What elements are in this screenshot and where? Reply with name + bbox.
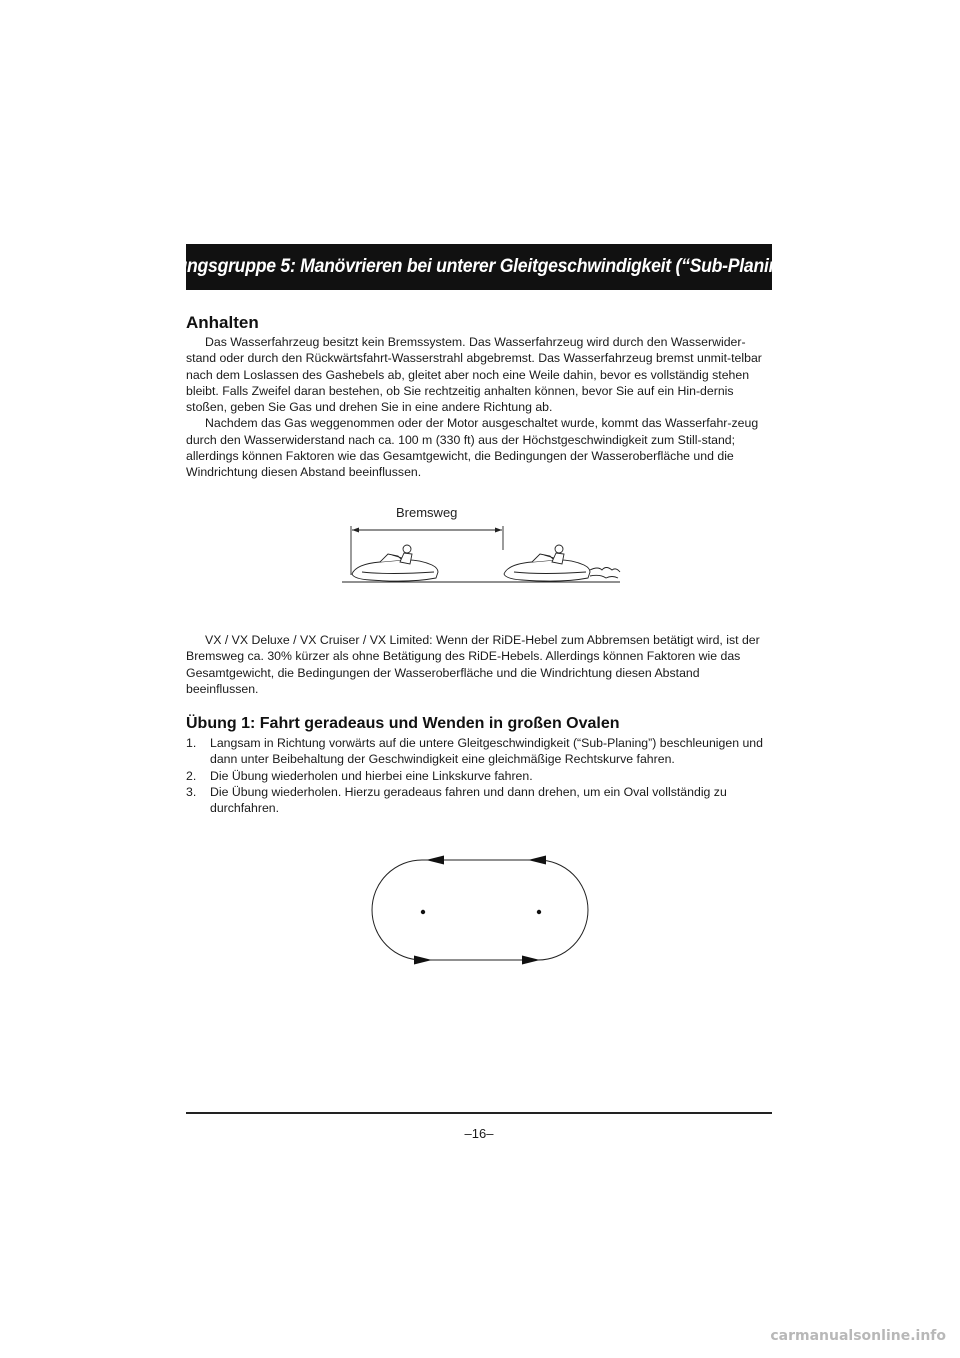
jet-ski-moving — [504, 545, 620, 581]
steps-list — [186, 735, 772, 816]
section-anhalten — [186, 313, 772, 333]
oval-course-figure — [364, 852, 596, 970]
exercise-steps — [186, 735, 772, 816]
figure-label-bremsweg: Bremsweg — [396, 505, 458, 520]
page-number: –16– — [464, 1126, 494, 1141]
footer-rule — [186, 1112, 772, 1114]
section-heading-uebung-1: Übung 1: Fahrt geradeaus und Wenden in großen Ovalen — [186, 715, 620, 732]
chapter-title: Übungsgruppe 5: Manövrieren bei unterer Gleitgeschwindigkeit (“Sub-Planing”) — [153, 256, 805, 277]
list-item: 1. Langsam in Richtung vorwärts auf die untere Gleitgeschwindigkeit (“Sub-Planing”) beschleunigen und dann unter Beibehaltung der Geschwindigkeit eine gleichmäßige Rechtskurve fahren. — [186, 736, 763, 767]
watermark: carmanualsonline.info — [770, 1328, 946, 1344]
list-item: 3. Die Übung wiederholen. Hierzu geradeaus fahren und dann drehen, um ein Oval vollständig zu durchfahren. — [186, 784, 727, 816]
paragraph-1: Das Wasserfahrzeug besitzt kein Bremssystem. Das Wasserfahrzeug wird durch den Wasserwider-stand oder durch den Rückwärtsfahrt-Wasserstrahl abgebremst. Das Wasserfahrzeug bremst unmit-telbar nach dem Loslassen des Gashebels ab, gleitet aber noch eine Weile dahin, bevor es vollständig stehen bleibt. Falls Zweifel daran bestehen, ob Sie rechtzeitig anhalten können, bevor Sie auf ein Hin-dernis stoßen, geben Sie Gas und drehen Sie in eine andere Richtung ab. — [186, 335, 762, 415]
section-uebung-1 — [186, 715, 772, 733]
jet-ski-stopped — [352, 545, 438, 581]
section-heading-anhalten: Anhalten — [186, 313, 259, 332]
ride-note — [186, 632, 772, 697]
anhalten-text — [186, 334, 772, 481]
chapter-banner — [153, 244, 805, 290]
braking-distance-figure — [340, 520, 630, 600]
paragraph-2: Nachdem das Gas weggenommen oder der Motor ausgeschaltet wurde, kommt das Wasserfahr-zeug durch den Wasserwiderstand nach ca. 100 m (330 ft) aus der Höchstgeschwindigkeit zum Still-stand; allerdings können Faktoren wie das Gesamtgewicht, die Bedingungen der Wasseroberfläche und die Windrichtung diesen Abstand beeinflussen. — [186, 416, 759, 480]
paragraph-3: VX / VX Deluxe / VX Cruiser / VX Limited: Wenn der RiDE-Hebel zum Abbremsen betätigt wird, ist der Bremsweg ca. 30% kürzer als ohne Betätigung des RiDE-Hebels. Allerdings können Faktoren wie das Gesamtgewicht, die Bedingungen der Wasseroberfläche und die Windrichtung diesen Abstand beeinflussen. — [186, 633, 760, 696]
list-item: 2. Die Übung wiederholen und hierbei eine Linkskurve fahren. — [186, 768, 533, 783]
